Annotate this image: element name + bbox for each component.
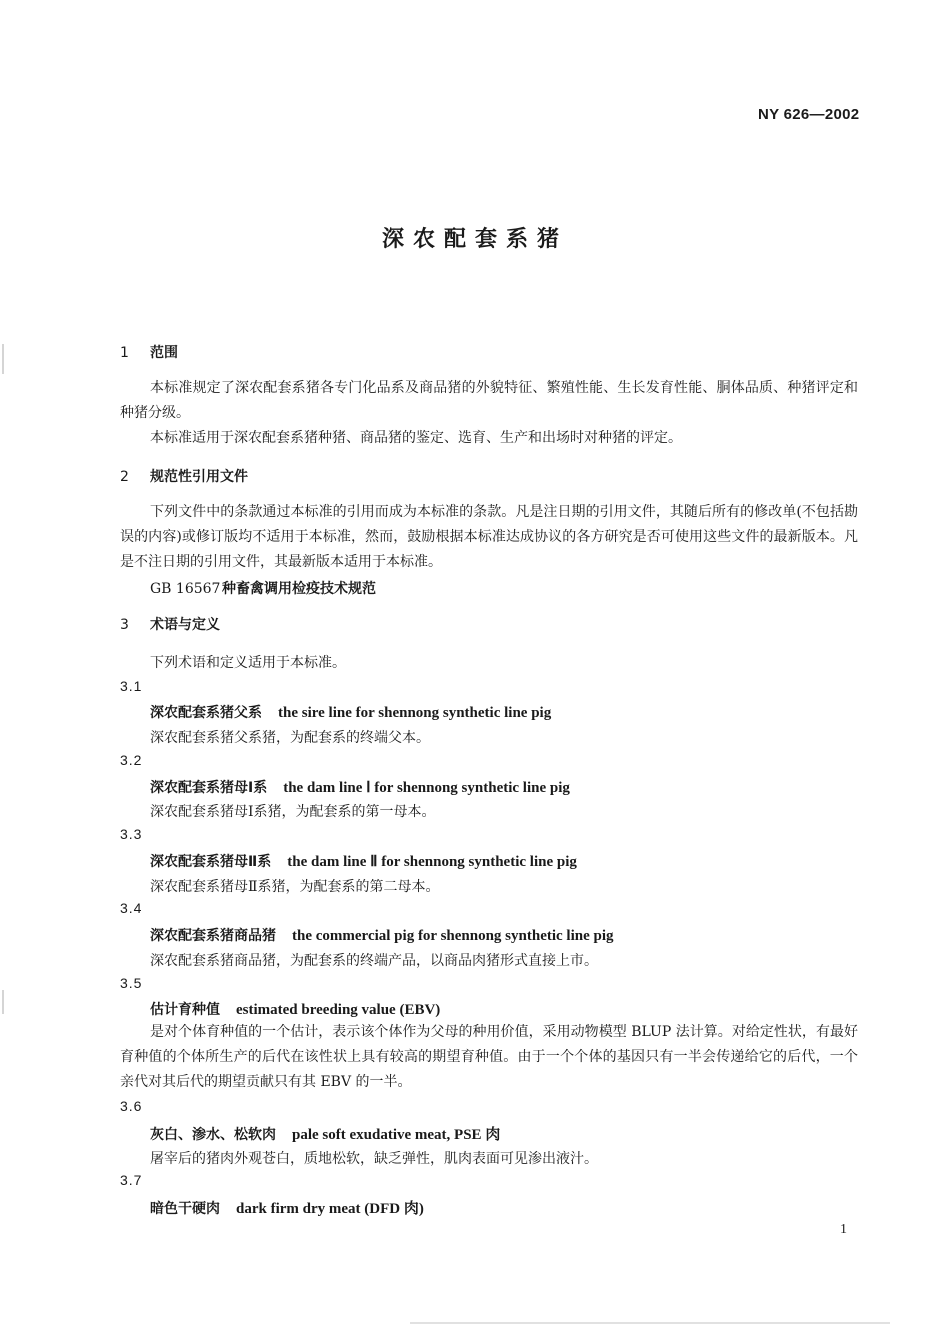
scan-artifact xyxy=(2,990,4,1014)
term-definition: 深农配套系猪母Ⅱ系猪，为配套系的第二母本。 xyxy=(150,879,440,895)
term-zh: 深农配套系猪母Ⅱ系 xyxy=(150,854,272,870)
term-en: dark firm dry meat (DFD 肉) xyxy=(236,1201,424,1217)
term-en: the sire line for shennong synthetic line pig xyxy=(278,705,552,721)
term-heading xyxy=(150,1197,424,1218)
section-number: 2 xyxy=(120,469,129,485)
clause-number: 3.3 xyxy=(120,826,143,842)
term-en: pale soft exudative meat, PSE 肉 xyxy=(292,1127,501,1143)
section-number: 1 xyxy=(120,345,129,361)
term-en: estimated breeding value (EBV) xyxy=(236,1002,441,1018)
term-zh: 深农配套系猪父系 xyxy=(150,705,262,721)
section-3-intro: 下列术语和定义适用于本标准。 xyxy=(150,655,346,671)
term-en: the dam line Ⅱ for shennong synthetic line pig xyxy=(287,854,577,870)
section-3-heading xyxy=(120,614,220,634)
term-definition: 深农配套系猪母Ⅰ系猪，为配套系的第一母本。 xyxy=(150,804,436,820)
section-title: 规范性引用文件 xyxy=(150,469,248,485)
clause-number: 3.4 xyxy=(120,900,143,916)
term-definition: 深农配套系猪商品猪，为配套系的终端产品，以商品肉猪形式直接上市。 xyxy=(150,953,598,969)
section-title: 术语与定义 xyxy=(150,617,220,633)
term-heading xyxy=(150,851,577,871)
reference-title: 种畜禽调用检疫技术规范 xyxy=(222,581,376,597)
term-zh: 深农配套系猪母Ⅰ系 xyxy=(150,780,268,796)
reference-code: GB 16567 xyxy=(150,581,221,597)
term-definition: 屠宰后的猪肉外观苍白，质地松软，缺乏弹性，肌肉表面可见渗出液汁。 xyxy=(150,1151,598,1167)
term-zh: 估计育种值 xyxy=(150,1002,220,1018)
term-zh: 灰白、渗水、松软肉 xyxy=(150,1127,276,1143)
clause-number: 3.1 xyxy=(120,678,143,694)
section-number: 3 xyxy=(120,617,129,633)
scan-artifact xyxy=(410,1322,890,1324)
term-definition: 深农配套系猪父系猪，为配套系的终端父本。 xyxy=(150,730,430,746)
page-number: 1 xyxy=(840,1222,847,1237)
section-1-paragraph-1: 本标准规定了深农配套系猪各专门化品系及商品猪的外貌特征、繁殖性能、生长发育性能、胴体品质、种猪评定和种猪分级。 xyxy=(120,380,858,421)
clause-number: 3.7 xyxy=(120,1172,143,1188)
clause-number: 3.6 xyxy=(120,1098,143,1114)
section-1-heading xyxy=(120,342,178,362)
standard-code: NY 626—2002 xyxy=(758,106,860,123)
term-heading xyxy=(150,1123,500,1144)
term-heading xyxy=(150,702,551,722)
term-zh: 暗色干硬肉 xyxy=(150,1201,220,1217)
section-1-paragraph-2: 本标准适用于深农配套系猪种猪、商品猪的鉴定、选育、生产和出场时对种猪的评定。 xyxy=(150,430,682,446)
term-en: the dam line Ⅰ for shennong synthetic line pig xyxy=(283,780,570,796)
term-heading xyxy=(150,925,614,945)
term-en: the commercial pig for shennong synthetic line pig xyxy=(292,928,614,944)
section-2-paragraph-1: 下列文件中的条款通过本标准的引用而成为本标准的条款。凡是注日期的引用文件，其随后所有的修改单(不包括勘误的内容)或修订版均不适用于本标准，然而，鼓励根据本标准达成协议的各方研究是否可使用这些文件的最新版本。凡是不注日期的引用文件，其最新版本适用于本标准。 xyxy=(120,504,858,570)
section-title: 范围 xyxy=(150,345,178,361)
scan-artifact xyxy=(2,344,4,374)
document-title: 深农配套系猪 xyxy=(381,227,568,252)
term-definition: 是对个体育种值的一个估计，表示该个体作为父母的种用价值，采用动物模型 BLUP 法计算。对给定性状，有最好育种值的个体所生产的后代在该性状上具有较高的期望育种值。由于一个个体的基因只有一半会传递给它的后代，一个亲代对其后代的期望贡献只有其 EBV 的一半。 xyxy=(120,1024,858,1090)
term-zh: 深农配套系猪商品猪 xyxy=(150,928,276,944)
term-heading xyxy=(150,777,570,797)
normative-reference xyxy=(150,578,376,598)
clause-number: 3.2 xyxy=(120,752,143,768)
term-heading xyxy=(150,999,440,1019)
section-2-heading xyxy=(120,466,248,486)
clause-number: 3.5 xyxy=(120,975,143,991)
